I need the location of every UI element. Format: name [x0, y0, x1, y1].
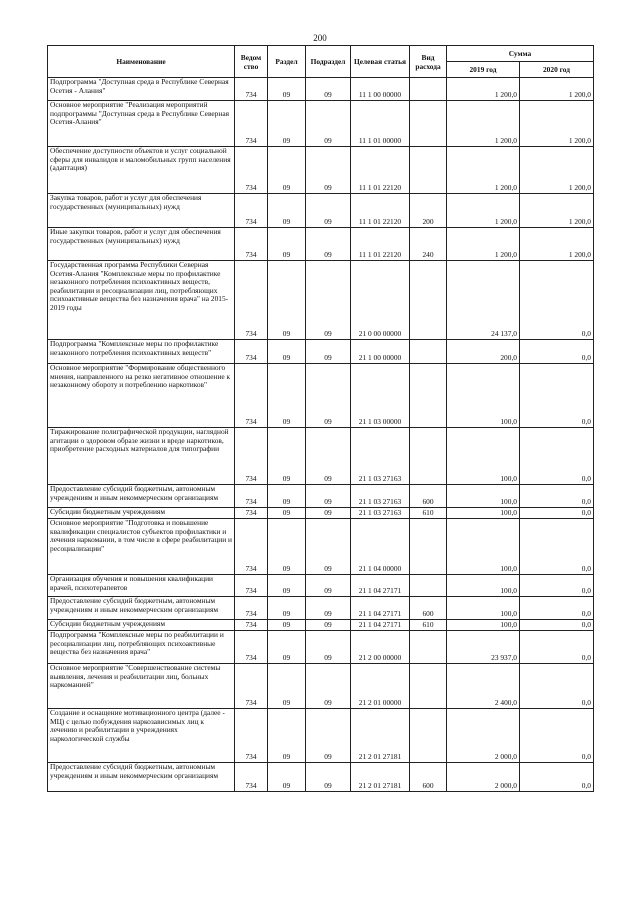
row-subsection: 09 — [306, 709, 351, 763]
header-subsection: Подраздел — [306, 46, 351, 78]
row-dept: 734 — [235, 485, 268, 508]
row-target: 21 2 01 27181 — [351, 709, 410, 763]
row-expense: 610 — [410, 620, 447, 631]
row-section: 09 — [268, 364, 306, 428]
row-target: 11 1 01 22120 — [351, 147, 410, 194]
header-2019: 2019 год — [447, 62, 520, 78]
header-sum: Сумма — [447, 46, 594, 62]
row-sum-2020: 0,0 — [520, 631, 594, 664]
row-name: Предоставление субсидий бюджетным, автономным учреждениям и иным некоммерческим организациям — [48, 763, 235, 792]
row-target: 21 2 01 27181 — [351, 763, 410, 792]
row-name: Основное мероприятие "Реализация мероприятий подпрограммы "Доступная среда в Республике Северная Осетия-Алания" — [48, 101, 235, 147]
row-sum-2019: 2 400,0 — [447, 664, 520, 709]
row-dept: 734 — [235, 631, 268, 664]
row-sum-2020: 1 200,0 — [520, 228, 594, 261]
row-name: Тиражирование полиграфической продукции, наглядной агитации о здоровом образе жизни и вреде наркотиков, приобретение расходных материалов для типографии — [48, 428, 235, 485]
row-expense — [410, 631, 447, 664]
row-expense — [410, 664, 447, 709]
table-row — [48, 485, 594, 508]
table-row — [48, 428, 594, 485]
row-sum-2019: 2 000,0 — [447, 709, 520, 763]
row-name: Субсидии бюджетным учреждениям — [48, 620, 235, 631]
row-sum-2019: 1 200,0 — [447, 194, 520, 228]
row-target: 11 1 01 00000 — [351, 101, 410, 147]
row-sum-2019: 100,0 — [447, 508, 520, 519]
row-subsection: 09 — [306, 485, 351, 508]
row-expense — [410, 147, 447, 194]
row-dept: 734 — [235, 620, 268, 631]
row-section: 09 — [268, 664, 306, 709]
row-section: 09 — [268, 147, 306, 194]
row-target: 21 1 03 27163 — [351, 428, 410, 485]
row-sum-2020: 0,0 — [520, 485, 594, 508]
row-target: 11 1 01 22120 — [351, 228, 410, 261]
row-dept: 734 — [235, 340, 268, 364]
row-subsection: 09 — [306, 631, 351, 664]
row-dept: 734 — [235, 709, 268, 763]
row-sum-2019: 100,0 — [447, 364, 520, 428]
row-name: Создание и оснащение мотивационного центра (далее - МЦ) с целью побуждения наркозависимых лиц к лечению и реабилитации в учреждениях наркологической службы — [48, 709, 235, 763]
table-row — [48, 664, 594, 709]
row-name: Обеспечение доступности объектов и услуг социальной сферы для инвалидов и маломобильных групп населения (адаптация) — [48, 147, 235, 194]
row-name: Иные закупки товаров, работ и услуг для обеспечения государственных (муниципальных) нужд — [48, 228, 235, 261]
row-name: Подпрограмма "Доступная среда в Республике Северная Осетия - Алания" — [48, 78, 235, 101]
row-expense: 610 — [410, 508, 447, 519]
row-subsection: 09 — [306, 147, 351, 194]
row-expense: 600 — [410, 597, 447, 620]
row-subsection: 09 — [306, 519, 351, 575]
row-sum-2020: 1 200,0 — [520, 78, 594, 101]
row-subsection: 09 — [306, 101, 351, 147]
row-sum-2020: 0,0 — [520, 261, 594, 340]
table-row — [48, 78, 594, 101]
row-name: Основное мероприятие "Формирование общественного мнения, направленного на резко негативное отношение к незаконному обороту и потреблению наркотиков" — [48, 364, 235, 428]
row-expense — [410, 709, 447, 763]
row-sum-2020: 0,0 — [520, 709, 594, 763]
row-dept: 734 — [235, 575, 268, 597]
table-row — [48, 194, 594, 228]
row-target: 21 1 03 27163 — [351, 485, 410, 508]
row-dept: 734 — [235, 194, 268, 228]
row-sum-2020: 0,0 — [520, 364, 594, 428]
table-row — [48, 620, 594, 631]
row-name: Субсидии бюджетным учреждениям — [48, 508, 235, 519]
row-sum-2020: 0,0 — [520, 508, 594, 519]
row-name: Основное мероприятие "Совершенствование системы выявления, лечения и реабилитации лиц, больных наркоманией" — [48, 664, 235, 709]
row-sum-2019: 200,0 — [447, 340, 520, 364]
row-expense — [410, 261, 447, 340]
row-section: 09 — [268, 597, 306, 620]
row-expense: 240 — [410, 228, 447, 261]
row-sum-2019: 100,0 — [447, 575, 520, 597]
row-dept: 734 — [235, 101, 268, 147]
table-row — [48, 261, 594, 340]
row-subsection: 09 — [306, 261, 351, 340]
row-target: 21 1 03 00000 — [351, 364, 410, 428]
table-row — [48, 340, 594, 364]
row-sum-2020: 1 200,0 — [520, 101, 594, 147]
row-sum-2020: 0,0 — [520, 519, 594, 575]
row-sum-2019: 1 200,0 — [447, 78, 520, 101]
header-name: Наименование — [48, 46, 235, 78]
row-dept: 734 — [235, 664, 268, 709]
row-sum-2019: 100,0 — [447, 428, 520, 485]
row-expense: 200 — [410, 194, 447, 228]
row-target: 21 1 03 27163 — [351, 508, 410, 519]
row-subsection: 09 — [306, 508, 351, 519]
row-dept: 734 — [235, 508, 268, 519]
row-dept: 734 — [235, 364, 268, 428]
budget-table — [47, 45, 594, 792]
row-target: 11 1 00 00000 — [351, 78, 410, 101]
table-row — [48, 597, 594, 620]
row-section: 09 — [268, 519, 306, 575]
row-sum-2020: 0,0 — [520, 763, 594, 792]
row-sum-2020: 0,0 — [520, 575, 594, 597]
row-target: 21 2 01 00000 — [351, 664, 410, 709]
row-dept: 734 — [235, 228, 268, 261]
row-name: Закупка товаров, работ и услуг для обеспечения государственных (муниципальных) нужд — [48, 194, 235, 228]
row-name: Подпрограмма "Комплексные меры по профилактике незаконного потребления психоактивных веществ" — [48, 340, 235, 364]
row-subsection: 09 — [306, 364, 351, 428]
row-sum-2019: 100,0 — [447, 597, 520, 620]
row-name: Основное мероприятие "Подготовка и повышение квалификации специалистов субъектов профилактики и лечения наркомании, в том числе в сфере реабилитации и ресоциализации" — [48, 519, 235, 575]
row-target: 21 1 04 27171 — [351, 597, 410, 620]
row-dept: 734 — [235, 147, 268, 194]
row-section: 09 — [268, 228, 306, 261]
row-subsection: 09 — [306, 340, 351, 364]
row-section: 09 — [268, 508, 306, 519]
header-expense: Вид расхода — [410, 46, 447, 78]
row-subsection: 09 — [306, 597, 351, 620]
row-dept: 734 — [235, 261, 268, 340]
row-dept: 734 — [235, 519, 268, 575]
row-section: 09 — [268, 194, 306, 228]
row-expense — [410, 575, 447, 597]
table-row — [48, 101, 594, 147]
row-subsection: 09 — [306, 664, 351, 709]
row-section: 09 — [268, 763, 306, 792]
row-name: Организация обучения и повышения квалификации врачей, психотерапевтов — [48, 575, 235, 597]
row-subsection: 09 — [306, 194, 351, 228]
header-target: Целевая статья — [351, 46, 410, 78]
row-dept: 734 — [235, 597, 268, 620]
row-sum-2019: 100,0 — [447, 519, 520, 575]
row-target: 21 1 04 27171 — [351, 575, 410, 597]
row-subsection: 09 — [306, 763, 351, 792]
row-expense — [410, 340, 447, 364]
row-target: 21 1 04 00000 — [351, 519, 410, 575]
row-target: 21 1 00 00000 — [351, 340, 410, 364]
row-subsection: 09 — [306, 428, 351, 485]
row-target: 21 0 00 00000 — [351, 261, 410, 340]
row-subsection: 09 — [306, 575, 351, 597]
table-row — [48, 575, 594, 597]
table-row — [48, 147, 594, 194]
row-name: Подпрограмма "Комплексные меры по реабилитации и ресоциализации лиц, потребляющих психоактивные вещества без назначения врача" — [48, 631, 235, 664]
row-section: 09 — [268, 428, 306, 485]
row-sum-2019: 100,0 — [447, 485, 520, 508]
row-sum-2019: 23 937,0 — [447, 631, 520, 664]
row-expense — [410, 519, 447, 575]
header-2020: 2020 год — [520, 62, 594, 78]
row-section: 09 — [268, 575, 306, 597]
header-section: Раздел — [268, 46, 306, 78]
row-sum-2020: 1 200,0 — [520, 147, 594, 194]
row-section: 09 — [268, 340, 306, 364]
table-body — [48, 78, 594, 792]
row-subsection: 09 — [306, 228, 351, 261]
row-dept: 734 — [235, 763, 268, 792]
row-sum-2019: 24 137,0 — [447, 261, 520, 340]
row-dept: 734 — [235, 428, 268, 485]
row-expense — [410, 101, 447, 147]
row-sum-2020: 0,0 — [520, 597, 594, 620]
row-sum-2020: 0,0 — [520, 340, 594, 364]
page-number: 200 — [313, 33, 327, 43]
row-section: 09 — [268, 78, 306, 101]
row-target: 21 2 00 00000 — [351, 631, 410, 664]
row-sum-2020: 0,0 — [520, 664, 594, 709]
row-name: Предоставление субсидий бюджетным, автономным учреждениям и иным некоммерческим организациям — [48, 485, 235, 508]
row-section: 09 — [268, 631, 306, 664]
row-sum-2019: 1 200,0 — [447, 147, 520, 194]
row-sum-2019: 2 000,0 — [447, 763, 520, 792]
row-expense — [410, 428, 447, 485]
table-row — [48, 763, 594, 792]
row-section: 09 — [268, 261, 306, 340]
table-row — [48, 709, 594, 763]
table-row — [48, 508, 594, 519]
row-section: 09 — [268, 709, 306, 763]
row-sum-2019: 100,0 — [447, 620, 520, 631]
row-dept: 734 — [235, 78, 268, 101]
header-dept: Ведом ство — [235, 46, 268, 78]
row-sum-2019: 1 200,0 — [447, 101, 520, 147]
row-expense — [410, 364, 447, 428]
row-sum-2020: 0,0 — [520, 620, 594, 631]
row-section: 09 — [268, 101, 306, 147]
row-section: 09 — [268, 485, 306, 508]
row-sum-2019: 1 200,0 — [447, 228, 520, 261]
row-expense — [410, 78, 447, 101]
row-expense: 600 — [410, 485, 447, 508]
row-section: 09 — [268, 620, 306, 631]
row-target: 21 1 04 27171 — [351, 620, 410, 631]
row-sum-2020: 0,0 — [520, 428, 594, 485]
row-sum-2020: 1 200,0 — [520, 194, 594, 228]
row-subsection: 09 — [306, 78, 351, 101]
table-row — [48, 364, 594, 428]
row-name: Государственная программа Республики Северная Осетия-Алания "Комплексные меры по профилактике незаконного потребления психоактивных веществ, реабилитации и ресоциализации лиц, потребляющих психоактивные вещества без назначения врача" на 2015-2019 годы — [48, 261, 235, 340]
row-target: 11 1 01 22120 — [351, 194, 410, 228]
row-expense: 600 — [410, 763, 447, 792]
table-row — [48, 631, 594, 664]
table-row — [48, 228, 594, 261]
table-row — [48, 519, 594, 575]
row-subsection: 09 — [306, 620, 351, 631]
row-name: Предоставление субсидий бюджетным, автономным учреждениям и иным некоммерческим организациям — [48, 597, 235, 620]
